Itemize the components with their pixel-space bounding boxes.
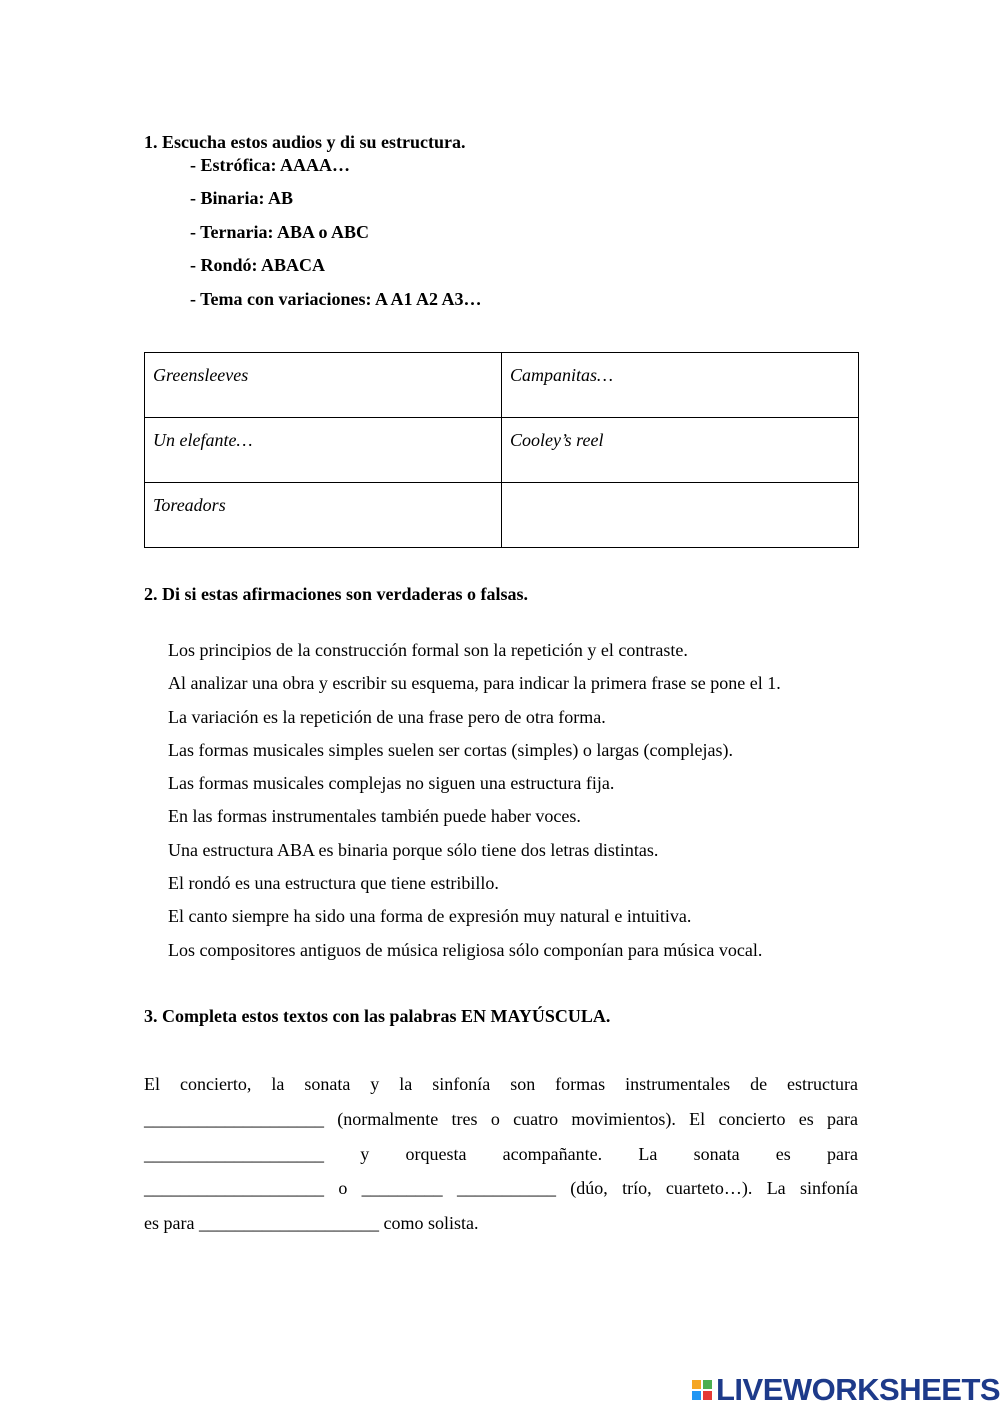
fill-line: El concierto, la sonata y la sinfonía son formas instrumentales de estructura <box>144 1074 858 1094</box>
logo-square <box>703 1391 712 1400</box>
statement-item[interactable]: En las formas instrumentales también puede haber voces. <box>168 806 581 827</box>
song-cell[interactable]: Cooley’s reel <box>502 418 859 483</box>
statement-item[interactable]: La variación es la repetición de una frase pero de otra forma. <box>168 706 606 727</box>
statement-item[interactable]: Al analizar una obra y escribir su esquema, para indicar la primera frase se pone el 1. <box>168 673 781 694</box>
section-1-heading: 1. Escucha estos audios y di su estructura. <box>144 132 466 152</box>
fill-in-text <box>144 1070 858 1244</box>
structure-type: - Rondó: ABACA <box>190 255 326 276</box>
statement-item[interactable]: Las formas musicales complejas no siguen una estructura fija. <box>168 773 615 794</box>
logo-square <box>692 1380 701 1389</box>
structure-types-list <box>190 154 482 321</box>
statement-item[interactable]: Las formas musicales simples suelen ser cortas (simples) o largas (complejas). <box>168 739 734 760</box>
section-3-heading: 3. Completa estos textos con las palabras EN MAYÚSCULA. <box>144 1006 611 1026</box>
logo-square <box>692 1391 701 1400</box>
song-cell[interactable]: Campanitas… <box>502 353 859 418</box>
table-row <box>145 418 859 483</box>
song-cell[interactable]: Greensleeves <box>145 353 502 418</box>
audio-structure-table <box>144 352 859 548</box>
fill-line[interactable]: ____________________ y orquesta acompañante. La sonata es para <box>144 1143 858 1164</box>
statement-item[interactable]: El rondó es una estructura que tiene estribillo. <box>168 873 499 894</box>
statement-item[interactable]: Los principios de la construcción formal son la repetición y el contraste. <box>168 640 688 660</box>
statement-item[interactable]: Los compositores antiguos de música religiosa sólo componían para música vocal. <box>168 939 763 960</box>
statement-item[interactable]: El canto siempre ha sido una forma de expresión muy natural e intuitiva. <box>168 906 692 927</box>
structure-type: - Tema con variaciones: A A1 A2 A3… <box>190 288 482 309</box>
fill-line[interactable]: es para ____________________ como solista. <box>144 1213 479 1234</box>
logo-mark-icon <box>692 1380 712 1400</box>
structure-type: - Ternaria: ABA o ABC <box>190 221 370 242</box>
empty-cell <box>502 483 859 548</box>
logo-text: LIVEWORKSHEETS <box>716 1372 1000 1407</box>
song-cell[interactable]: Un elefante… <box>145 418 502 483</box>
table-row <box>145 353 859 418</box>
liveworksheets-logo <box>692 1374 1000 1406</box>
fill-line[interactable]: ____________________ o _________ ___________ (dúo, trío, cuarteto…). La sinfonía <box>144 1178 858 1199</box>
song-cell[interactable]: Toreadors <box>145 483 502 548</box>
section-2-heading: 2. Di si estas afirmaciones son verdaderas o falsas. <box>144 584 528 604</box>
statement-item[interactable]: Una estructura ABA es binaria porque sólo tiene dos letras distintas. <box>168 839 659 860</box>
structure-type: - Estrófica: AAAA… <box>190 155 350 175</box>
fill-line[interactable]: ____________________ (normalmente tres o cuatro movimientos). El concierto es para <box>144 1108 858 1129</box>
table-row <box>145 483 859 548</box>
logo-square <box>703 1380 712 1389</box>
statements-list <box>168 638 781 971</box>
structure-type: - Binaria: AB <box>190 188 294 209</box>
